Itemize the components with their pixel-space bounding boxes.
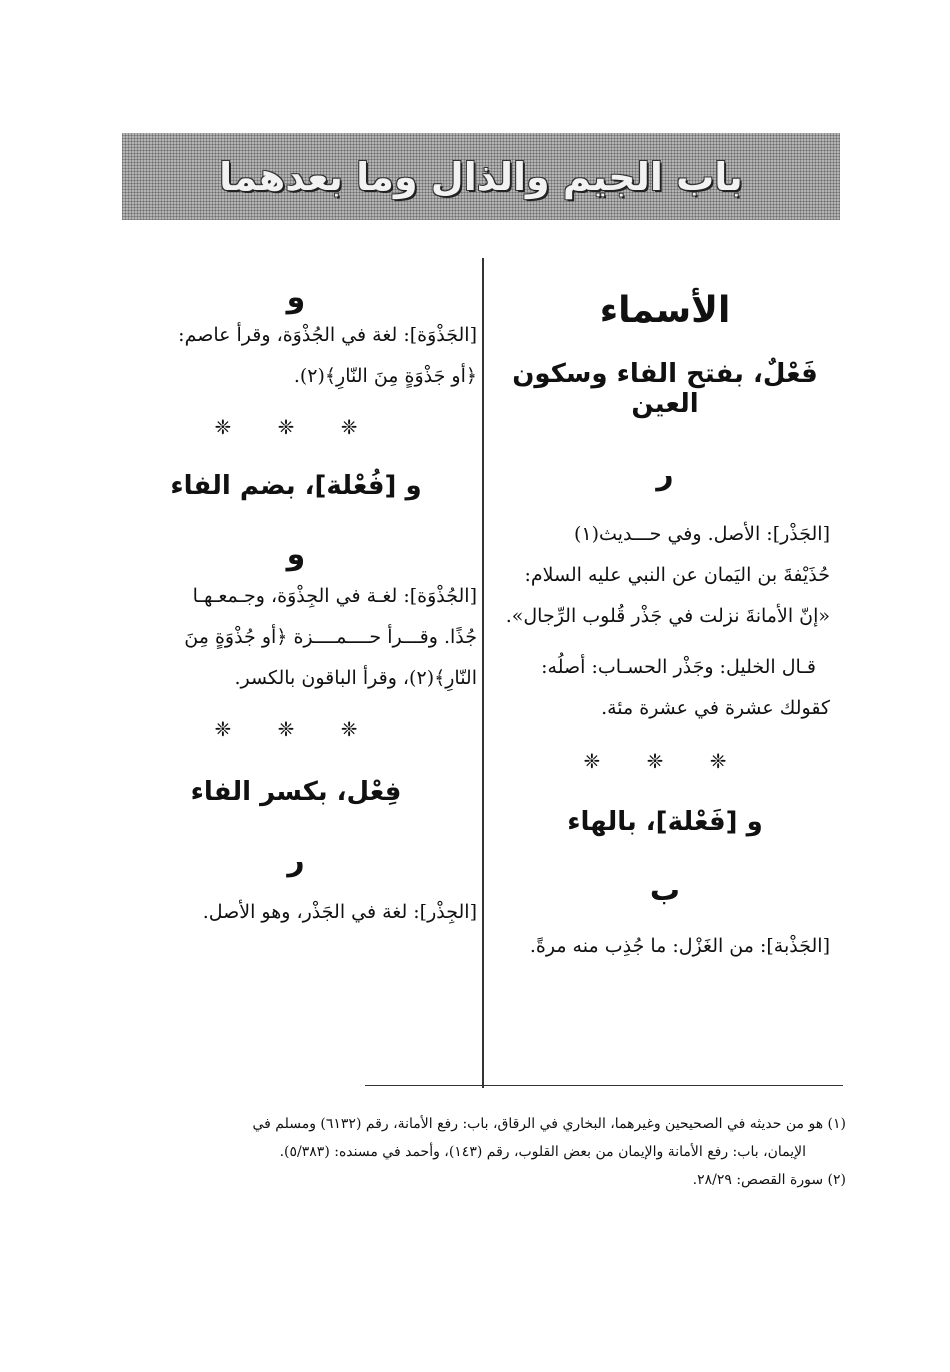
letter-heading-ba: ب (649, 873, 681, 908)
entry-line: [الجَذْبة]: من الغَزْل: ما جُذِب منه مرةً. (529, 935, 830, 957)
footnote-1-line-1: (١) هو من حديثه في الصحيحين وغيرهما، البخاري في الرقاق، باب: رفع الأمانة، رقم (٦١٣٢) ومسلم في (252, 1116, 846, 1132)
right-column (500, 250, 830, 967)
entry-line: [الجَذْر]: الأصل. وفي حـــديث(١) (573, 523, 830, 545)
entry-line: [الجُذْوَة]: لغـة في الجِذْوَة، وجـمعـهـا (192, 585, 477, 607)
entry-line: [الجَذْوَة]: لغة في الجُذْوَة، وقرأ عاصم: (178, 324, 477, 346)
letter-heading-ra: ر (287, 843, 305, 878)
letter-heading-waw: و (286, 280, 306, 315)
entry-line: «إنّ الأمانةَ نزلت في جَذْر قُلوب الرِّجال». (505, 605, 830, 627)
pattern-heading-fal: فَعْلٌ، بفتح الفاء وسكون العين (512, 359, 818, 419)
footnote-2: (٢) سورة القصص: ٢٨/٢٩. (692, 1172, 846, 1188)
entry-line: جُذًا. وقـــرأ حــــمــــزة ﴿أو جُذْوَةٍ مِنَ (184, 626, 477, 648)
entry-line: ﴿أو جَذْوَةٍ مِنَ النّارِ﴾(٢). (293, 365, 477, 387)
section-separator: ❈ ❈ ❈ (214, 717, 378, 741)
pattern-heading-fil: فِعْل، بكسر الفاء (190, 777, 402, 807)
footnotes (118, 1110, 846, 1194)
left-column (115, 250, 477, 933)
chapter-title: باب الجيم والذال وما بعدهما (219, 154, 743, 199)
entry-line: حُذَيْفةَ بن اليَمان عن النبي عليه السلام: (524, 564, 830, 586)
letter-heading-waw: و (286, 537, 306, 572)
column-divider (482, 258, 484, 1088)
entry-line: النّارِ﴾(٢)، وقرأ الباقون بالكسر. (234, 667, 477, 689)
section-heading-names: الأسماء (599, 290, 731, 331)
letter-heading-ra: ر (656, 457, 674, 492)
entry-line: [الجِذْر]: لغة في الجَذْر، وهو الأصل. (202, 901, 477, 923)
footnote-rule (365, 1085, 843, 1086)
section-separator: ❈ ❈ ❈ (583, 749, 747, 773)
footnote-1-line-2: الإيمان، باب: رفع الأمانة والإيمان من بعض القلوب، رقم (١٤٣)، وأحمد في مسنده: (٥/٣٨٣). (279, 1144, 806, 1160)
entry-line: كقولك عشرة في عشرة مئة. (601, 697, 830, 719)
chapter-banner (122, 133, 840, 220)
pattern-heading-fulah: و [فُعْلة]، بضم الفاء (170, 471, 422, 501)
entry-line: قـال الخليل: وجَذْر الحسـاب: أصلُه: (541, 656, 816, 678)
pattern-heading-falah: و [فَعْلة]، بالهاء (567, 807, 763, 837)
section-separator: ❈ ❈ ❈ (214, 415, 378, 439)
